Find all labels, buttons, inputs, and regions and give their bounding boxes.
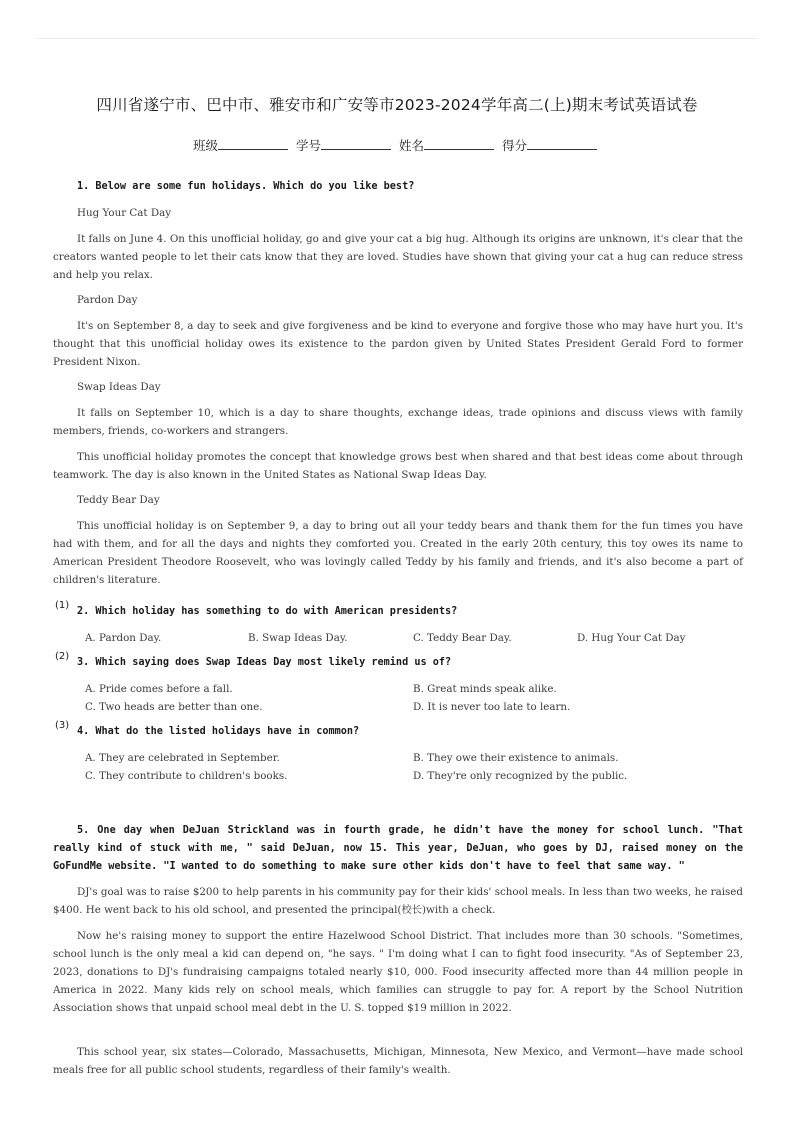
class-label: 班级: [192, 138, 218, 153]
id-blank[interactable]: [321, 138, 391, 150]
section-heading: Swap Ideas Day: [77, 381, 161, 393]
sub-question-number: (2): [55, 651, 70, 662]
option-b[interactable]: B. Great minds speak alike.: [413, 683, 557, 695]
sub-question-number: (3): [55, 720, 70, 731]
option-a[interactable]: A. Pardon Day.: [85, 632, 162, 644]
sub-question-stem: 4. What do the listed holidays have in common?: [77, 726, 360, 737]
section-heading: Pardon Day: [77, 294, 138, 306]
passage-paragraph: This unofficial holiday promotes the concept that knowledge grows best when shared and that best ideas come about through teamwork. The day is also known in the United States as National Swap Ideas Day.: [53, 451, 743, 481]
name-label: 姓名: [398, 138, 424, 153]
option-d[interactable]: D. They're only recognized by the public.: [413, 770, 628, 782]
score-label: 得分: [501, 138, 527, 153]
name-blank[interactable]: [424, 138, 494, 150]
question-1-stem: 1. Below are some fun holidays. Which do you like best?: [77, 181, 415, 192]
option-c[interactable]: C. Teddy Bear Day.: [413, 632, 512, 644]
id-label: 学号: [295, 138, 321, 153]
option-a[interactable]: A. They are celebrated in September.: [85, 752, 280, 764]
sub-question-stem: 2. Which holiday has something to do with American presidents?: [77, 606, 458, 617]
option-a[interactable]: A. Pride comes before a fall.: [85, 683, 233, 695]
option-d[interactable]: D. It is never too late to learn.: [413, 701, 571, 713]
option-b[interactable]: B. Swap Ideas Day.: [248, 632, 348, 644]
section-heading: Teddy Bear Day: [77, 494, 160, 506]
sub-question-stem: 3. Which saying does Swap Ideas Day most likely remind us of?: [77, 657, 452, 668]
passage-paragraph: DJ's goal was to raise $200 to help parents in his community pay for their kids' school meals. In less than two weeks, he raised $400. He went back to his old school, and presented the principal(校长)with a check.: [53, 886, 743, 916]
sub-question-number: (1): [55, 600, 70, 611]
student-info-line: [0, 136, 794, 154]
score-blank[interactable]: [527, 138, 597, 150]
option-c[interactable]: C. They contribute to children's books.: [85, 770, 288, 782]
question-5-stem: 5. One day when DeJuan Strickland was in fourth grade, he didn't have the money for school lunch. "That really kind of stuck with me, " said DeJuan, now 15. This year, DeJuan, who goes by DJ, raised money on the GoFundMe website. "I wanted to do something to make sure other kids don't have to feel that same way. ": [53, 825, 743, 872]
option-c[interactable]: C. Two heads are better than one.: [85, 701, 263, 713]
option-d[interactable]: D. Hug Your Cat Day: [577, 632, 686, 644]
passage-paragraph: This school year, six states—Colorado, Massachusetts, Michigan, Minnesota, New Mexico, and Vermont—have made school meals free for all public school students, regardless of their family's wealth.: [53, 1046, 743, 1076]
passage-paragraph: It's on September 8, a day to seek and give forgiveness and be kind to everyone and forgive those who may have hurt you. It's thought that this unofficial holiday owes its existence to the pardon given by United States President Gerald Ford to former President Nixon.: [53, 320, 743, 368]
class-blank[interactable]: [218, 138, 288, 150]
passage-paragraph: It falls on June 4. On this unofficial holiday, go and give your cat a big hug. Although its origins are unknown, it's clear that the creators wanted people to let their cats know that they are loved. Studies have shown that giving your cat a hug can reduce stress and help you relax.: [53, 233, 743, 281]
option-b[interactable]: B. They owe their existence to animals.: [413, 752, 619, 764]
passage-paragraph: Now he's raising money to support the entire Hazelwood School District. That includes more than 30 schools. "Sometimes, school lunch is the only meal a kid can depend on, "he says. " I'm doing what I can to fight food insecurity. "As of September 23, 2023, donations to DJ's fundraising campaigns totaled nearly $10, 000. Food insecurity affected more than 44 million people in America in 2022. Many kids rely on school meals, which families can struggle to pay for. A report by the School Nutrition Association shows that unpaid school meal debt in the U. S. topped $19 million in 2022.: [53, 930, 743, 1014]
section-heading: Hug Your Cat Day: [77, 207, 172, 219]
passage-paragraph: This unofficial holiday is on September 9, a day to bring out all your teddy bears and thank them for the fun times you have had with them, and for all the days and nights they comforted you. Created in the early 20th century, this toy owes its name to American President Theodore Roosevelt, who was lovingly called Teddy by his family and friends, and it's also become a part of children's literature.: [53, 520, 743, 586]
top-divider: [36, 38, 758, 39]
page-title: 四川省遂宁市、巴中市、雅安市和广安等市2023-2024学年高二(上)期末考试英语试卷: [96, 96, 698, 114]
passage-paragraph: It falls on September 10, which is a day to share thoughts, exchange ideas, trade opinions and discuss views with family members, friends, co-workers and strangers.: [53, 407, 743, 437]
